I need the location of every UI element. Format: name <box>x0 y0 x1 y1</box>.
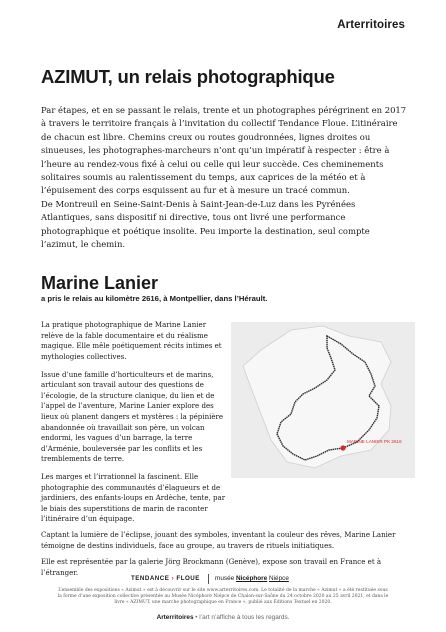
artist-name: Marine Lanier <box>41 273 159 293</box>
bio-paragraph-1: La pratique photographique de Marine Lanier relève de la fable documentaire et du réalisme magique. Elle mêle poétiquement récits intimes et mythologies collectives. <box>41 320 222 361</box>
artist-bio-column <box>41 320 229 532</box>
bio-paragraph-3: Les marges et l’irrationnel la fascinent. Elle photographie des communautés d’élagueurs et de jardiniers, des enfants-loups en Ardèche, tente, par le biais des superstitions de marin de raconter l’itinéraire d’un équipage. <box>41 472 226 524</box>
bio-paragraph-2: Issue d’une famille d’horticulteurs et de marins, articulant son travail autour des questions de l’écologie, de la structure clanique, du lien et de l’appel de l’aventure, Marine Lanier explore des lieux où planent dangers et mystères : la pépinière abandonnée où travaillait son père, un volcan endormi, les vagues d’un barrage, la terre d’Arménie, bouleversée par les conflits et les tremblements de terre. <box>41 369 224 464</box>
map-marker-label: MARINE LANIER PK 2616 <box>347 439 402 444</box>
tendance-floue-logo <box>131 575 200 582</box>
france-map-graphic <box>231 322 415 478</box>
footer-tagline: • l’art n’affiche à tous les regards. <box>193 614 290 621</box>
france-outline <box>243 326 391 468</box>
footnote: L’ensemble des expositions « Azimut » est à découvrir sur le site www.arterritoires.com. Le totalité de la marche « Azimut » a été restituée sous la forme d’une exposition collective présentée au Musée Nicéphore Niépce de Chalon-sur-Saône du 24 octobre 2020 au 25 avril 2021, et dans le livre « AZIMUT, une marche photographique en France », publié aux Éditions Textuel en 2020. <box>57 588 389 606</box>
bio-paragraph-5: Elle est représentée par la galerie Jörg Brockmann (Genève), expose son travail en France et à l’étranger. <box>41 557 382 577</box>
page-footer <box>0 614 446 621</box>
route-map <box>231 322 415 478</box>
logo-divider <box>208 574 209 584</box>
page-title: AZIMUT, un relais photographique <box>41 66 335 87</box>
logo-arrow-icon: › <box>171 575 175 582</box>
footer-brand: Arterritoires <box>156 614 194 621</box>
map-marker <box>340 445 345 450</box>
artist-subtitle: a pris le relais au kilomètre 2616, à Montpellier, dans l’Hérault. <box>41 294 268 303</box>
brand-header: Arterritoires <box>337 19 405 31</box>
logo-nicephore-text: Nicéphore <box>235 575 268 582</box>
logo-floue-text: FLOUE <box>176 575 200 582</box>
logo-niepce-text: Niépce <box>269 575 289 582</box>
intro-paragraph-2: De Montreuil en Seine-Saint-Denis à Saint-Jean-de-Luz dans les Pyrénées Atlantiques, sans dispositif ni directive, tous ont livré une performance photographique et poétique insolite. Peu importe la destination, seul compte l’azimut, le chemin. <box>41 198 370 250</box>
musee-niepce-logo <box>215 575 289 582</box>
logo-musee-text: musée <box>215 575 235 582</box>
partner-logos <box>0 574 446 586</box>
bio-paragraph-4: Captant la lumière de l’éclipse, jouant des symboles, inventant la couleur des rêves, Marine Lanier témoigne de destins individuels, face au groupe, au travers de rituels initiatiques. <box>41 530 396 550</box>
logo-tendance-text: TENDANCE <box>131 575 170 582</box>
intro-paragraph-1: Par étapes, et en se passant le relais, trente et un photographes pérégrinent en 2017 à travers le territoire français à l’invitation du collectif Tendance Floue. L’itinéraire de chacun est libre. Chemins creux ou routes goudronnées, lignes droites ou sinueuses, les photographes-marcheurs n’ont qu’un impératif à respecter : être à l’heure au rendez-vous fixé à celui ou celle qui leur succède. Ces cheminements solitaires soumis au ralentissement du temps, aux caprices de la météo et à l’épuisement des corps esquissent au fur et à mesure un tracé commun. <box>41 105 407 196</box>
intro-text <box>41 104 407 251</box>
